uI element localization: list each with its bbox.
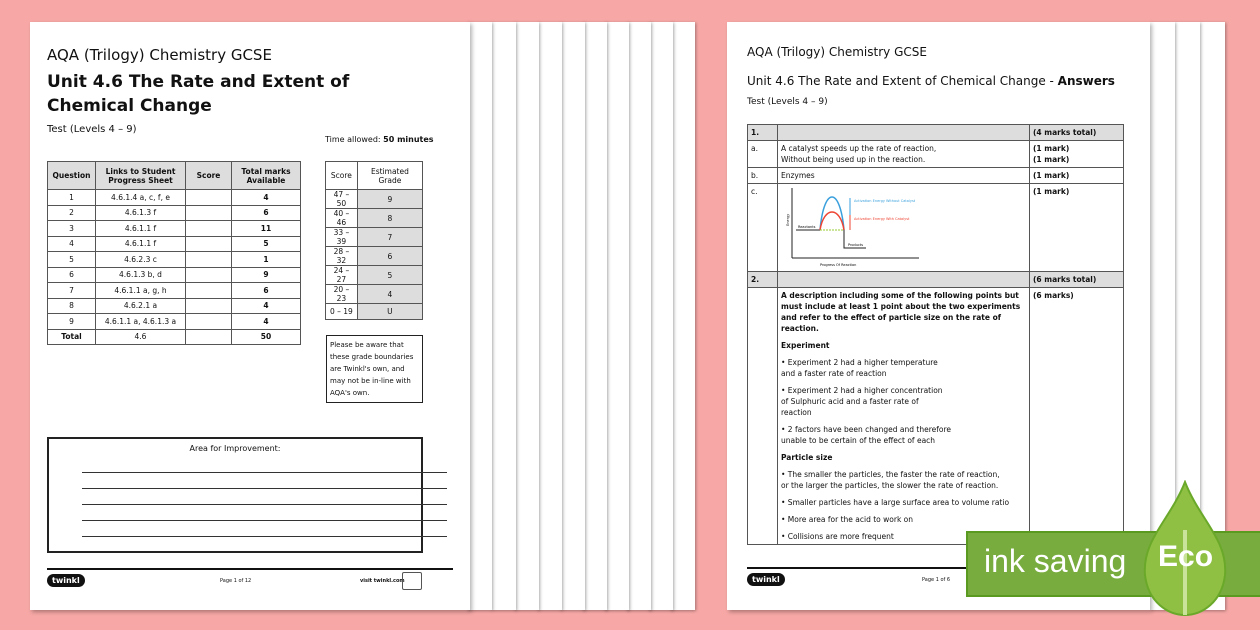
bullet: • Collisions are more frequent [781, 532, 894, 541]
table-cell: Total [48, 329, 96, 345]
time-allowed [325, 135, 434, 144]
table-cell: 5 [232, 236, 301, 252]
q2-heading: Experiment [781, 341, 830, 350]
table-cell [186, 252, 232, 268]
table-cell: 40 – 46 [326, 209, 358, 228]
table-cell: 9 [232, 267, 301, 283]
twinkl-logo: twinkl [747, 573, 785, 586]
title-line-1: Unit 4.6 The Rate and Extent of [47, 72, 350, 92]
improvement-label: Area for Improvement: [189, 444, 281, 453]
part-label: a. [748, 141, 778, 168]
table-cell: 20 – 23 [326, 285, 358, 304]
twinkl-logo: twinkl [47, 574, 85, 587]
table-row [48, 205, 301, 221]
table-cell: 11 [232, 221, 301, 237]
table-cell: 6 [232, 283, 301, 299]
table-cell: 5 [48, 252, 96, 268]
blue-label: Activation Energy Without Catalyst [854, 199, 916, 203]
table-cell: 8 [48, 298, 96, 314]
mark: (1 mark) [1030, 184, 1124, 272]
table-cell [186, 221, 232, 237]
ink-saving-text: ink saving [984, 543, 1127, 579]
col-header: Question [48, 162, 96, 190]
table-cell: 9 [48, 314, 96, 330]
table-cell: 4.6.2.1 a [96, 298, 186, 314]
test-cover-page [30, 22, 470, 610]
table-cell: 47 – 50 [326, 190, 358, 209]
table-cell: 24 – 27 [326, 266, 358, 285]
table-cell: 28 – 32 [326, 247, 358, 266]
table-row [48, 221, 301, 237]
badge-icon [402, 572, 422, 590]
table-cell: 4.6.1.1 a, 4.6.1.3 a [96, 314, 186, 330]
table-cell: 4.6.1.3 f [96, 205, 186, 221]
table-cell: U [357, 304, 422, 320]
q2-heading: Particle size [781, 453, 833, 462]
table-cell [186, 329, 232, 345]
answer-text: Enzymes [778, 168, 1030, 184]
table-row [48, 236, 301, 252]
table-row [326, 285, 423, 304]
table-row [326, 304, 423, 320]
mark: (1 mark) [1033, 144, 1070, 153]
answers-page [727, 22, 1150, 610]
table-cell: 4 [232, 314, 301, 330]
table-cell: 3 [48, 221, 96, 237]
table-cell: 50 [232, 329, 301, 345]
col-header: Links to Student Progress Sheet [96, 162, 186, 190]
table-cell: 4 [357, 285, 422, 304]
table-cell: 4.6.1.1 a, g, h [96, 283, 186, 299]
table-cell [186, 267, 232, 283]
table-cell [186, 190, 232, 206]
table-cell [186, 205, 232, 221]
marks-table [47, 161, 301, 345]
table-cell: 4 [48, 236, 96, 252]
table-cell: 4 [232, 298, 301, 314]
table-cell: 33 – 39 [326, 228, 358, 247]
table-cell: 8 [357, 209, 422, 228]
col-header: Score [326, 162, 358, 190]
grade-note: Please be aware that these grade boundaries are Twinkl's own, and may not be in-line with AQA's own. [326, 335, 423, 403]
table-cell: 6 [48, 267, 96, 283]
table-cell: 5 [357, 266, 422, 285]
visit-link[interactable]: visit twinkl.com [360, 578, 405, 584]
subject: AQA (Trilogy) Chemistry GCSE [47, 46, 272, 64]
energy-profile-diagram [784, 186, 924, 270]
table-cell: 1 [48, 190, 96, 206]
q-number: 2. [748, 272, 778, 288]
mark: (6 marks) [1030, 288, 1124, 545]
title-text: Unit 4.6 The Rate and Extent of Chemical Change - [747, 74, 1058, 88]
table-cell [186, 283, 232, 299]
table-row [326, 190, 423, 209]
title [747, 74, 1115, 88]
table-row [48, 298, 301, 314]
table-cell: 4.6.1.3 b, d [96, 267, 186, 283]
table-row [326, 266, 423, 285]
table-cell [186, 298, 232, 314]
subject: AQA (Trilogy) Chemistry GCSE [747, 45, 927, 59]
table-cell: 4.6.1.1 f [96, 236, 186, 252]
table-cell: 7 [357, 228, 422, 247]
table-cell: 4.6.2.3 c [96, 252, 186, 268]
answer-text: A catalyst speeds up the rate of reaction, [781, 144, 937, 153]
table-cell: 4.6.1.4 a, c, f, e [96, 190, 186, 206]
part-label: c. [748, 184, 778, 272]
bullet: • 2 factors have been changed and therefore unable to be certain of the effect of each [781, 425, 951, 445]
col-header: Total marks Available [232, 162, 301, 190]
col-header: Score [186, 162, 232, 190]
answers-table [747, 124, 1124, 545]
page-number: Page 1 of 12 [220, 578, 252, 584]
table-row [48, 267, 301, 283]
mark: (1 mark) [1030, 168, 1124, 184]
bullet: • More area for the acid to work on [781, 515, 914, 524]
bullet: • The smaller the particles, the faster the rate of reaction, or the larger the particles, the slower the rate of reaction. [781, 470, 1000, 490]
q-total: (4 marks total) [1030, 125, 1124, 141]
mark: (1 mark) [1033, 155, 1070, 164]
test-level: Test (Levels 4 – 9) [747, 97, 828, 107]
y-axis-label: Energy [786, 213, 790, 226]
q-number: 1. [748, 125, 778, 141]
table-row [326, 228, 423, 247]
test-level: Test (Levels 4 – 9) [47, 124, 137, 135]
table-cell: 4 [232, 190, 301, 206]
table-cell: 6 [232, 205, 301, 221]
table-cell: 0 – 19 [326, 304, 358, 320]
title-line-2: Chemical Change [47, 96, 212, 116]
col-header: Estimated Grade [357, 162, 422, 190]
x-axis-label: Progress Of Reaction [820, 263, 857, 267]
reactants-label: Reactants [798, 225, 816, 229]
table-row [48, 329, 301, 345]
table-cell: 9 [357, 190, 422, 209]
table-cell: 6 [357, 247, 422, 266]
table-row [48, 314, 301, 330]
time-value: 50 minutes [383, 135, 434, 144]
red-label: Activation Energy With Catalyst [854, 217, 910, 221]
title-bold: Answers [1057, 74, 1115, 88]
products-label: Products [848, 243, 864, 247]
table-cell: 2 [48, 205, 96, 221]
page-number: Page 1 of 6 [922, 577, 951, 583]
q-total: (6 marks total) [1030, 272, 1124, 288]
table-cell [186, 314, 232, 330]
table-cell: 1 [232, 252, 301, 268]
table-row [326, 209, 423, 228]
time-label: Time allowed: [325, 135, 381, 144]
table-row [48, 283, 301, 299]
bullet: • Smaller particles have a large surface area to volume ratio [781, 498, 1010, 507]
table-cell: 7 [48, 283, 96, 299]
bullet: • Experiment 2 had a higher temperature and a faster rate of reaction [781, 358, 938, 378]
eco-text: Eco [1158, 540, 1214, 573]
table-row [326, 247, 423, 266]
table-row [48, 190, 301, 206]
answer-text: Without being used up in the reaction. [781, 155, 926, 164]
table-cell [186, 236, 232, 252]
part-label: b. [748, 168, 778, 184]
bullet: • Experiment 2 had a higher concentration of Sulphuric acid and a faster rate of reaction [781, 386, 943, 417]
grade-table [325, 161, 423, 320]
table-cell: 4.6.1.1 f [96, 221, 186, 237]
table-row [48, 252, 301, 268]
table-cell: 4.6 [96, 329, 186, 345]
q2-intro: A description including some of the following points but must include at least 1 point about the two experiments and refer to the effect of particle size on the rate of reaction. [781, 291, 1021, 333]
